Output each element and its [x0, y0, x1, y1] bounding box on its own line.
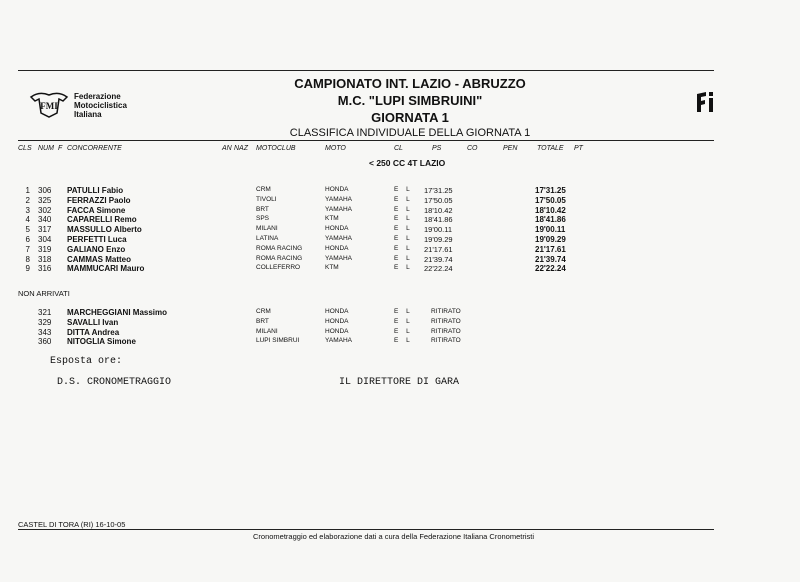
number-cell: 306 — [38, 186, 52, 195]
moto-cell: HONDA — [325, 327, 349, 335]
table-row — [0, 264, 800, 274]
table-row — [0, 225, 800, 235]
ps-time-cell: 18'10.42 — [424, 205, 453, 215]
header-rule — [18, 140, 714, 141]
class-cell: E L — [394, 235, 413, 242]
rank-cell: 4 — [25, 215, 30, 225]
table-row — [0, 215, 800, 225]
number-cell: 319 — [38, 244, 52, 254]
total-time-cell: 19'09.29 — [535, 235, 566, 244]
col-ps: PS — [432, 145, 442, 152]
number-cell: 318 — [38, 254, 52, 264]
rider-name-cell: CAPARELLI Remo — [67, 215, 137, 225]
col-f: F — [58, 145, 63, 152]
table-row — [0, 318, 800, 328]
org-name-line3: Italiana — [74, 110, 102, 119]
col-motoclub: MOTOCLUB — [256, 145, 296, 152]
rank-cell: 3 — [25, 205, 30, 215]
total-time-cell: 17'50.05 — [535, 195, 566, 205]
total-time-cell: 22'22.24 — [535, 264, 566, 274]
moto-cell: YAMAHA — [325, 337, 352, 345]
rider-name-cell: MARCHEGGIANI Massimo — [67, 308, 168, 317]
motoclub-cell: COLLEFERRO — [256, 264, 301, 272]
svg-text:FMI: FMI — [40, 101, 58, 111]
number-cell: 340 — [38, 215, 52, 225]
number-cell: 321 — [38, 308, 52, 317]
number-cell: 304 — [38, 235, 52, 244]
fi-logo-icon — [695, 90, 717, 114]
giornata-title: GIORNATA 1 — [371, 110, 449, 125]
table-row — [0, 206, 800, 216]
number-cell: 343 — [38, 327, 52, 337]
fmi-logo-icon — [29, 89, 69, 119]
motoclub-cell: ROMA RACING — [256, 254, 303, 262]
rider-name-cell: GALIANO Enzo — [67, 244, 126, 254]
status-cell: RITIRATO — [431, 317, 461, 325]
table-row — [0, 255, 800, 265]
col-concorrente: CONCORRENTE — [67, 145, 122, 152]
footer-credit: Cronometraggio ed elaborazione dati a cura della Federazione Italiana Cronometristi — [253, 532, 534, 541]
number-cell: 302 — [38, 205, 52, 215]
moto-cell: YAMAHA — [325, 235, 352, 242]
table-row — [0, 328, 800, 338]
number-cell: 329 — [38, 317, 52, 327]
table-row — [0, 196, 800, 206]
place-date: CASTEL DI TORA (RI) 16-10-05 — [18, 520, 126, 529]
motoclub-cell: ROMA RACING — [256, 244, 303, 252]
motoclub-cell: MILANI — [256, 327, 278, 335]
motoclub-cell: LUPI SIMBRUI — [256, 337, 300, 345]
class-cell: E L — [394, 186, 413, 193]
motoclub-cell: SPS — [256, 215, 270, 223]
number-cell: 325 — [38, 195, 52, 205]
col-moto: MOTO — [325, 145, 346, 152]
table-row — [0, 308, 800, 318]
col-an: AN — [222, 145, 232, 152]
rank-cell: 5 — [25, 225, 30, 235]
org-name-line2: Motociclistica — [74, 101, 127, 110]
total-time-cell: 21'39.74 — [535, 254, 566, 264]
number-cell: 317 — [38, 225, 52, 235]
org-name-line1: Federazione — [74, 92, 121, 101]
moto-cell: HONDA — [325, 308, 349, 315]
total-time-cell: 18'10.42 — [535, 205, 566, 215]
motoclub-cell: TIVOLI — [256, 195, 277, 203]
total-time-cell: 21'17.61 — [535, 244, 566, 254]
ps-time-cell: 18'41.86 — [424, 215, 453, 225]
class-cell: E L — [394, 254, 413, 262]
class-cell: E L — [394, 205, 413, 213]
class-cell: E L — [394, 244, 413, 252]
rider-name-cell: CAMMAS Matteo — [67, 254, 131, 264]
moto-cell: YAMAHA — [325, 254, 352, 262]
club-title: M.C. "LUPI SIMBRUINI" — [337, 93, 483, 108]
ps-time-cell: 19'00.11 — [424, 225, 452, 235]
rider-name-cell: DITTA Andrea — [67, 327, 120, 337]
status-cell: RITIRATO — [431, 308, 461, 315]
rider-name-cell: SAVALLI Ivan — [67, 317, 119, 327]
rank-cell: 6 — [25, 235, 30, 244]
col-pen: PEN — [503, 145, 518, 152]
rider-name-cell: MASSULLO Alberto — [67, 225, 142, 235]
class-cell: E L — [394, 264, 413, 272]
moto-cell: KTM — [325, 264, 339, 272]
table-row — [0, 245, 800, 255]
motoclub-cell: BRT — [256, 317, 269, 325]
ps-time-cell: 21'39.74 — [424, 254, 453, 264]
col-cl: CL — [394, 145, 403, 152]
rank-cell: 7 — [25, 244, 30, 254]
class-cell: E L — [394, 225, 413, 233]
page-title: CAMPIONATO INT. LAZIO - ABRUZZO — [294, 76, 526, 91]
col-num: NUM — [38, 145, 54, 152]
rank-cell: 9 — [25, 264, 30, 274]
moto-cell: YAMAHA — [325, 195, 352, 203]
rider-name-cell: PATULLI Fabio — [67, 186, 124, 195]
esposta-ore: Esposta ore: — [50, 356, 123, 367]
moto-cell: HONDA — [325, 317, 349, 325]
rank-cell: 8 — [25, 254, 30, 264]
class-cell: E L — [394, 327, 413, 335]
number-cell: 316 — [38, 264, 52, 274]
table-row — [0, 337, 800, 347]
moto-cell: HONDA — [325, 225, 349, 233]
moto-cell: KTM — [325, 215, 339, 223]
col-cls: CLS — [18, 145, 32, 152]
rider-name-cell: MAMMUCARI Mauro — [67, 264, 145, 274]
table-row — [0, 186, 800, 196]
ps-time-cell: 17'31.25 — [424, 186, 453, 195]
rider-name-cell: NITOGLIA Simone — [67, 337, 136, 347]
col-naz: NAZ — [234, 145, 248, 152]
number-cell: 360 — [38, 337, 52, 347]
motoclub-cell: MILANI — [256, 225, 278, 233]
class-cell: E L — [394, 337, 413, 345]
moto-cell: HONDA — [325, 186, 349, 193]
motoclub-cell: CRM — [256, 186, 271, 193]
class-cell: E L — [394, 317, 413, 325]
rank-cell: 1 — [25, 186, 30, 195]
status-cell: RITIRATO — [431, 327, 461, 335]
ps-time-cell: 21'17.61 — [424, 244, 453, 254]
table-row — [0, 235, 800, 245]
moto-cell: YAMAHA — [325, 205, 352, 213]
col-co: CO — [467, 145, 478, 152]
ps-time-cell: 17'50.05 — [424, 195, 453, 205]
non-arrivati-label: NON ARRIVATI — [18, 289, 70, 298]
total-time-cell: 17'31.25 — [535, 186, 566, 195]
direttore-di-gara: IL DIRETTORE DI GARA — [339, 377, 460, 388]
ds-cronometraggio: D.S. CRONOMETRAGGIO — [57, 377, 172, 388]
total-time-cell: 18'41.86 — [535, 215, 566, 225]
ps-time-cell: 19'09.29 — [424, 235, 453, 244]
col-totale: TOTALE — [537, 145, 564, 152]
top-rule — [18, 70, 714, 71]
status-cell: RITIRATO — [431, 337, 461, 345]
moto-cell: HONDA — [325, 244, 349, 252]
motoclub-cell: LATINA — [256, 235, 279, 242]
motoclub-cell: CRM — [256, 308, 271, 315]
classifica-subtitle: CLASSIFICA INDIVIDUALE DELLA GIORNATA 1 — [289, 127, 531, 139]
col-pt: PT — [574, 145, 583, 152]
rider-name-cell: PERFETTI Luca — [67, 235, 127, 244]
motoclub-cell: BRT — [256, 205, 269, 213]
rank-cell: 2 — [25, 195, 30, 205]
rider-name-cell: FERRAZZI Paolo — [67, 195, 131, 205]
total-time-cell: 19'00.11 — [535, 225, 566, 235]
footer-rule — [18, 529, 714, 530]
class-cell: E L — [394, 215, 413, 223]
rider-name-cell: FACCA Simone — [67, 205, 126, 215]
ps-time-cell: 22'22.24 — [424, 264, 453, 274]
category-label: < 250 CC 4T LAZIO — [369, 158, 446, 168]
class-cell: E L — [394, 195, 413, 203]
class-cell: E L — [394, 308, 413, 315]
